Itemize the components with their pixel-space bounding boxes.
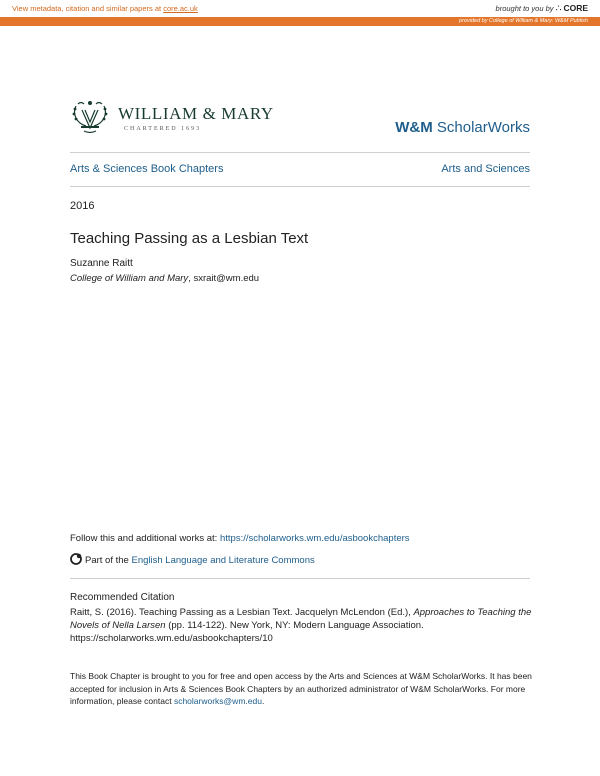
core-logo-text[interactable]: CORE — [563, 3, 588, 13]
divider — [70, 186, 530, 187]
author-affiliation: College of William and Mary, sxrait@wm.edu — [70, 273, 260, 284]
core-link[interactable]: core.ac.uk — [163, 4, 198, 13]
access-statement: This Book Chapter is brought to you for free and open access by the Arts and Sciences at W&M ScholarWorks. It has been accepted for inclusion in Arts & Sciences Book Chapters by an authorized administrator of W&M ScholarWorks. For more information, please contact scholarworks@wm.edu. — [70, 671, 532, 706]
scholarworks-logo[interactable]: W&M ScholarWorks — [395, 119, 530, 136]
collection-link-book-chapters[interactable]: Arts & Sciences Book Chapters — [70, 163, 224, 175]
core-topbar — [0, 0, 600, 17]
brought-by: brought to you by ∴ CORE — [495, 3, 588, 13]
core-metadata-text: View metadata, citation and similar papers at core.ac.uk — [12, 4, 198, 13]
divider — [70, 578, 530, 579]
publication-year: 2016 — [70, 200, 95, 212]
follow-url-link[interactable]: https://scholarworks.wm.edu/asbookchapters — [219, 533, 410, 544]
citation-text: Raitt, S. (2016). Teaching Passing as a Lesbian Text. Jacquelyn McLendon (Ed.), Approaches to Teaching the Novels of Nella Larsen (pp. 114-122). New York, NY: Modern Language Association. https://scholarworks.wm.edu/asbookchapters/10 — [70, 607, 532, 644]
core-logo-icon: ∴ — [555, 3, 562, 13]
author-name: Suzanne Raitt — [70, 258, 133, 269]
divider — [70, 152, 530, 153]
follow-line: Follow this and additional works at: https://scholarworks.wm.edu/asbookchapters — [70, 533, 410, 544]
wm-crest-icon — [70, 98, 110, 136]
citation-url: https://scholarworks.wm.edu/asbookchapters/10 — [70, 633, 273, 644]
provider-bar — [0, 17, 600, 26]
institution-name: WILLIAM & MARY — [118, 104, 274, 123]
recommended-citation-heading: Recommended Citation — [70, 592, 175, 603]
chartered-text: CHARTERED 1693 — [124, 126, 202, 132]
provider-text[interactable]: provided by College of William & Mary: W&M Publish — [459, 18, 588, 24]
commons-link[interactable]: English Language and Literature Commons — [131, 555, 315, 566]
part-of-line: Part of the English Language and Literature Commons — [70, 553, 315, 568]
paper-title: Teaching Passing as a Lesbian Text — [70, 230, 309, 247]
commons-network-icon — [70, 553, 82, 568]
collection-link-arts-sciences[interactable]: Arts and Sciences — [441, 163, 530, 175]
contact-email-link[interactable]: scholarworks@wm.edu — [173, 696, 262, 706]
